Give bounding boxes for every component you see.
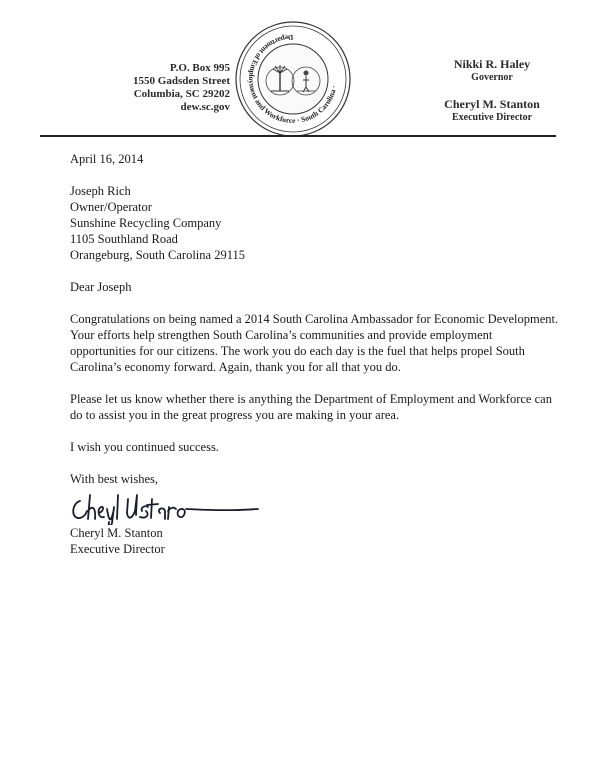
- handwritten-signature: [68, 489, 268, 525]
- signer-name: Cheryl M. Stanton: [70, 526, 163, 540]
- recipient-company: Sunshine Recycling Company: [70, 216, 222, 230]
- closing: With best wishes,: [70, 472, 159, 486]
- signer-title: Executive Director: [70, 542, 165, 556]
- recipient-street: 1105 Southland Road: [70, 232, 178, 246]
- salutation: Dear Joseph: [70, 280, 132, 294]
- address-line-website: dew.sc.gov: [180, 101, 230, 113]
- letter-body: [70, 151, 560, 557]
- recipient-name: Joseph Rich: [70, 184, 131, 198]
- address-line-po-box: P.O. Box 995: [169, 62, 230, 74]
- director-title: Executive Director: [451, 112, 533, 123]
- director-name: Cheryl M. Stanton: [444, 97, 540, 111]
- letterhead-officials: [392, 57, 592, 124]
- letterhead-divider: [40, 135, 556, 137]
- governor-name: Nikki R. Haley: [453, 57, 531, 71]
- paragraph-success: I wish you continued success.: [70, 440, 219, 454]
- letterhead-address: [60, 62, 230, 114]
- recipient-title: Owner/Operator: [70, 200, 152, 214]
- letter-date: April 16, 2014: [70, 152, 144, 166]
- paragraph-congratulations: Congratulations on being named a 2014 South Carolina Ambassador for Economic Development. Your efforts help strengthen South Carolina’s communities and provide employment opportunities for our citizens. The work you do each day is the fuel that helps propel South Carolina’s economy forward. Again, thank you for all that you do.: [70, 312, 559, 374]
- svg-text:Department of Employment and W: Department of Employment and Workforce · South Carolina ·: [246, 32, 339, 126]
- governor-title: Governor: [471, 72, 513, 83]
- address-line-street: 1550 Gadsden Street: [133, 75, 230, 87]
- paragraph-assistance: Please let us know whether there is anything the Department of Employment and Workforce can do to assist you in the great progress you are making in your area.: [70, 392, 552, 422]
- recipient-address: [70, 183, 560, 263]
- department-seal-logo: [233, 19, 353, 139]
- address-line-city: Columbia, SC 29202: [133, 88, 230, 100]
- recipient-city: Orangeburg, South Carolina 29115: [70, 248, 245, 262]
